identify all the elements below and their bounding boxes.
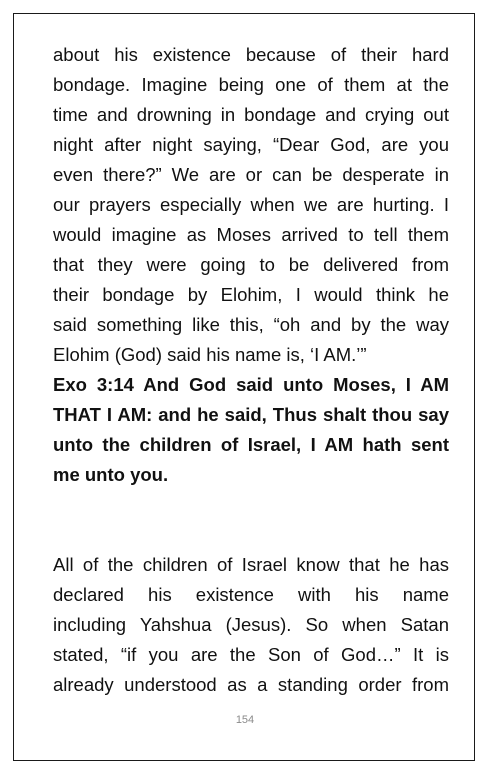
text-line: All of the children of Israel know that he has [53, 554, 449, 575]
text-line: bondage. Imagine being one of them at the [53, 74, 449, 95]
text-line: already understood as a standing order from [53, 674, 449, 695]
text-line: their bondage by Elohim, I would think he [53, 284, 449, 305]
text-line: declared his existence with his name [53, 584, 449, 605]
text-line: even there?” We are or can be desperate in [53, 164, 449, 185]
text-line: about his existence because of their hard [53, 44, 449, 65]
text-line: THAT I AM: and he said, Thus shalt thou say [53, 404, 449, 425]
text-line: unto the children of Israel, I AM hath sent [53, 434, 449, 455]
scripture-quote [53, 370, 449, 490]
text-line: would imagine as Moses arrived to tell them [53, 224, 449, 245]
text-line: that they were going to be delivered from [53, 254, 449, 275]
body-paragraph-1 [53, 40, 449, 370]
page-number: 154 [235, 714, 255, 726]
text-line: Exo 3:14 And God said unto Moses, I AM [53, 374, 449, 395]
text-line: me unto you. [53, 464, 169, 485]
text-line: night after night saying, “Dear God, are you [53, 134, 449, 155]
text-line: said something like this, “oh and by the way [53, 314, 449, 335]
text-line: our prayers especially when we are hurting. I [53, 194, 449, 215]
text-line: Elohim (God) said his name is, ‘I AM.’” [53, 344, 367, 365]
body-paragraph-2 [53, 550, 449, 700]
text-line: time and drowning in bondage and crying out [53, 104, 449, 125]
text-line: including Yahshua (Jesus). So when Satan [53, 614, 449, 635]
text-line: stated, “if you are the Son of God…” It is [53, 644, 449, 665]
